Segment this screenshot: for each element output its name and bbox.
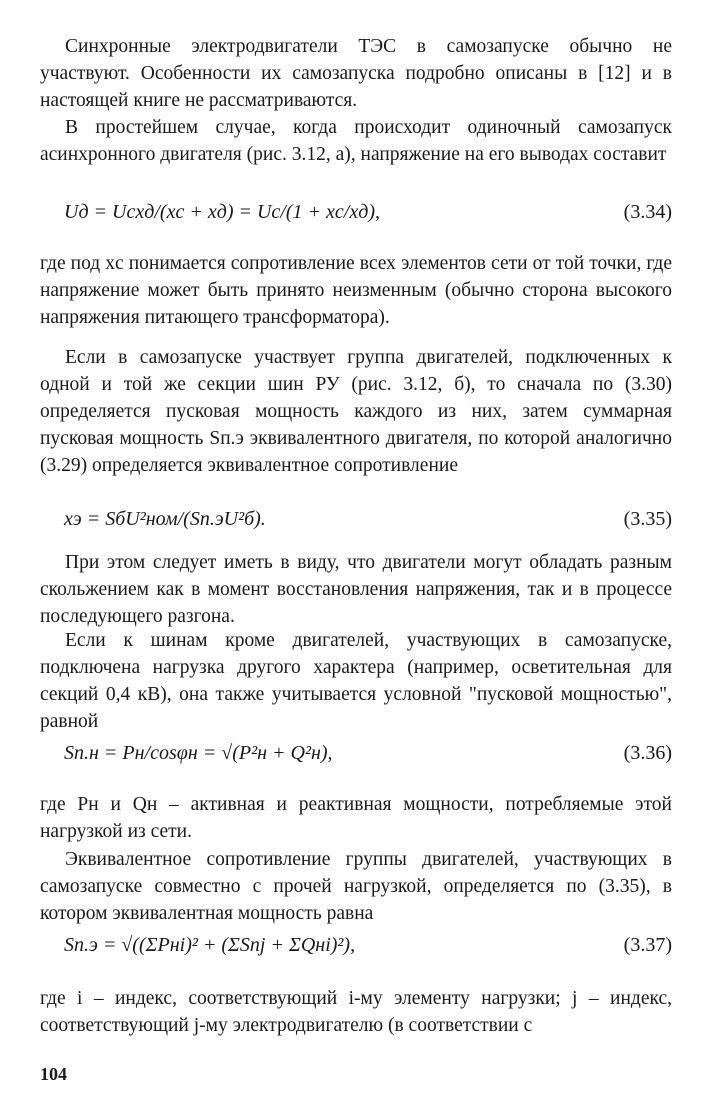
equation-number: (3.36) (623, 742, 672, 764)
equation-formula: Sп.н = Pн/cosφн = √(P²н + Q²н), (64, 742, 333, 764)
paragraph-4: Если в самозапуске участвует группа двигателей, подключенных к одной и той же секции шин РУ (рис. 3.12, б), то сначала по (3.30) определяется пусковая мощность каждого из них, затем суммарная пусковая мощность Sп.э эквивалентного двигателя, по которой аналогично (3.29) определяется эквивалентное сопротивление (40, 347, 672, 476)
equation-3-34 (40, 197, 672, 227)
equation-3-37 (40, 930, 672, 960)
equation-number: (3.34) (623, 201, 672, 223)
equation-number: (3.35) (623, 508, 672, 530)
paragraph-5: При этом следует иметь в виду, что двигатели могут обладать разным скольжением как в момент восстановления напряжения, так и в процессе последующего разгона. (40, 552, 672, 627)
paragraph-6: Если к шинам кроме двигателей, участвующих в самозапуске, подключена нагрузка другого характера (например, осветительная для секций 0,4 кВ), она также учитывается условной "пусковой мощностью", равной (40, 630, 672, 732)
paragraph-9: где i – индекс, соответствующий i-му элементу нагрузки; j – индекс, соответствующий j-му электродвигателю (в соответствии с (40, 988, 672, 1036)
paragraph-7: где Pн и Qн – активная и реактивная мощности, потребляемые этой нагрузкой из сети. (40, 794, 672, 842)
paragraph-3: где под xс понимается сопротивление всех элементов сети от той точки, где напряжение может быть принято неизменным (обычно сторона высокого напряжения питающего трансформатора). (40, 253, 672, 328)
equation-3-35 (40, 504, 672, 534)
equation-formula: xэ = SбU²ном/(Sп.эU²б). (64, 508, 266, 530)
paragraph-8: Эквивалентное сопротивление группы двигателей, участвующих в самозапуске совместно с прочей нагрузкой, определяется по (3.35), в котором эквивалентная мощность равна (40, 849, 672, 924)
equation-formula: Sп.э = √((ΣPнi)² + (ΣSпj + ΣQнi)²), (64, 934, 356, 956)
equation-number: (3.37) (623, 934, 672, 956)
equation-3-36 (40, 738, 672, 768)
paragraph-2: В простейшем случае, когда происходит одиночный самозапуск асинхронного двигателя (рис. 3.12, а), напряжение на его выводах составит (40, 117, 672, 165)
paragraph-1: Синхронные электродвигатели ТЭС в самозапуске обычно не участвуют. Особенности их самозапуска подробно описаны в [12] и в настоящей книге не рассматриваются. (40, 36, 672, 111)
page-number: 104 (40, 1064, 67, 1084)
equation-formula: Uд = Uсxд/(xс + xд) = Uс/(1 + xс/xд), (64, 201, 380, 223)
